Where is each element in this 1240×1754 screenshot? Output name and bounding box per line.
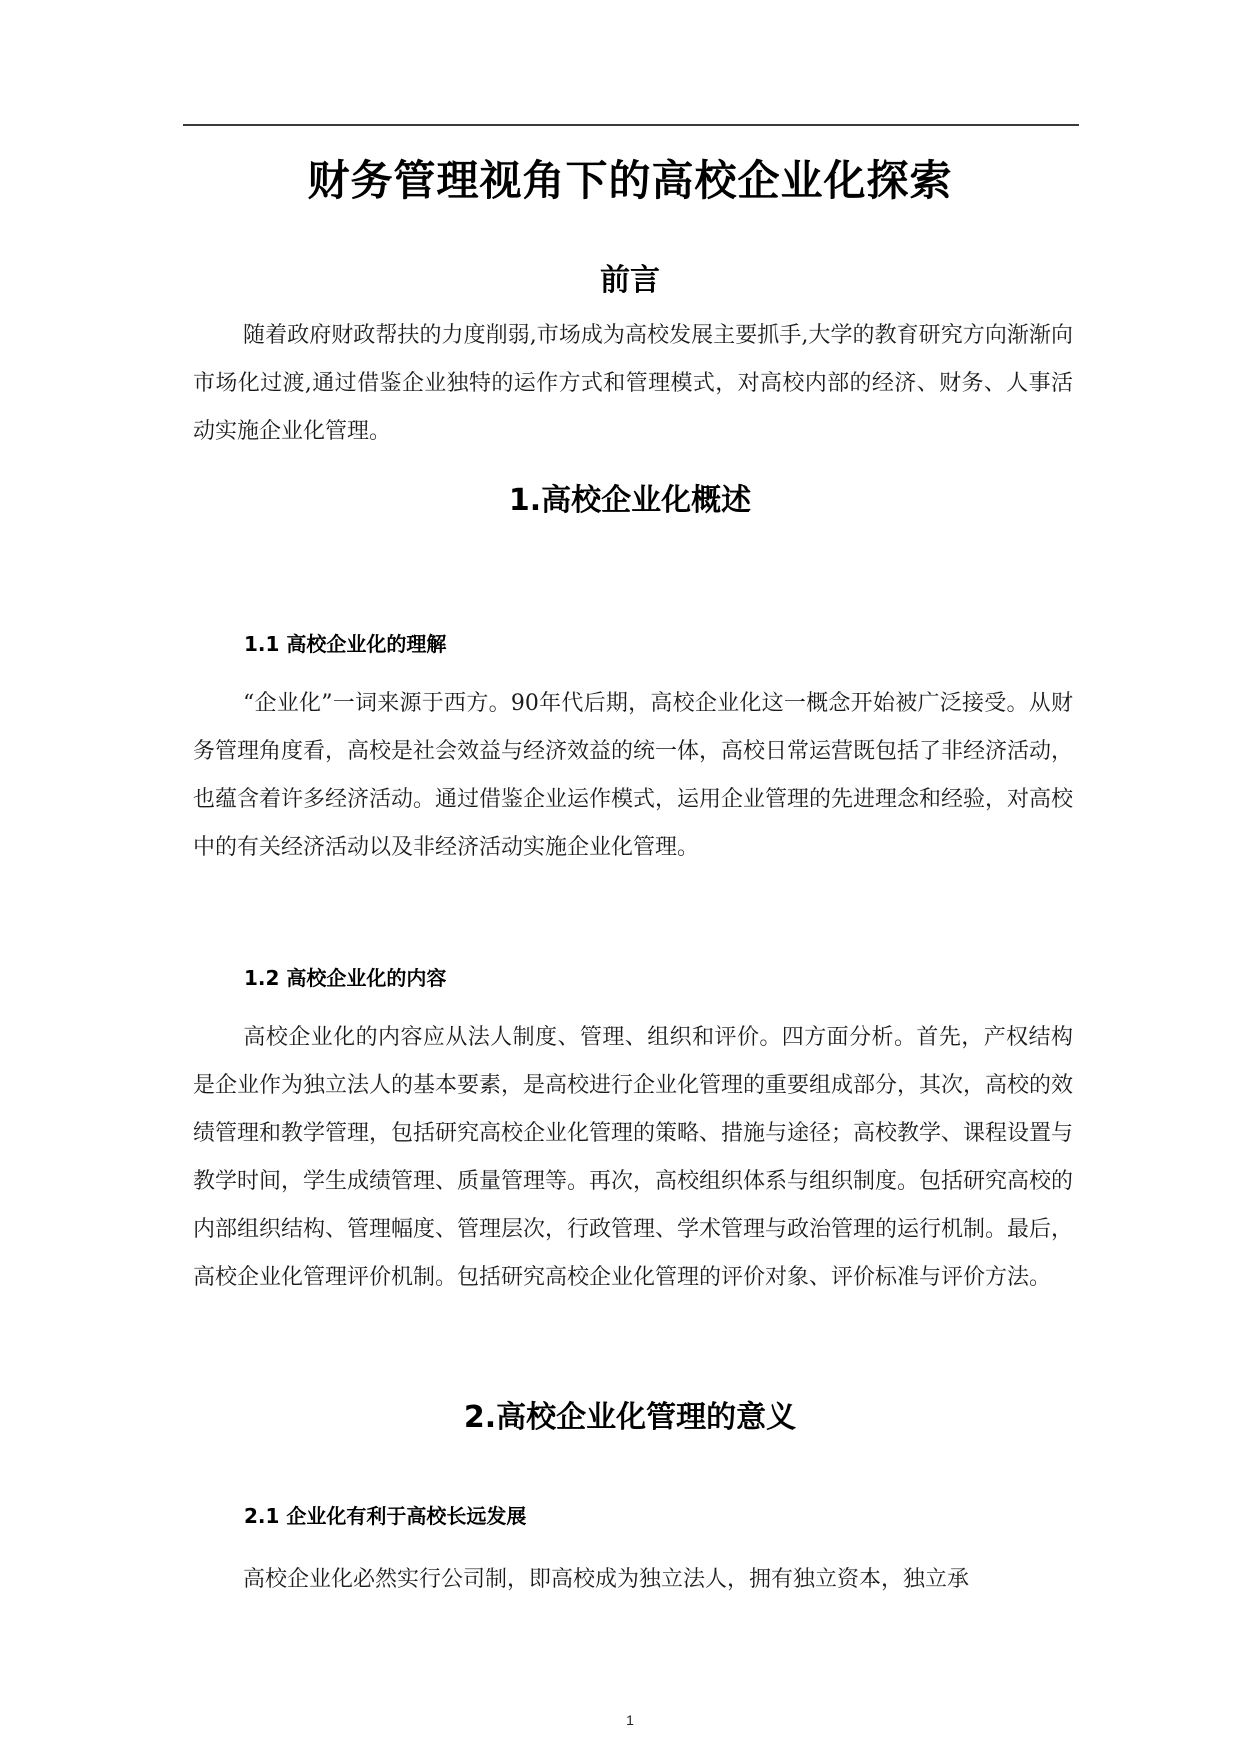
subsection-2-1-text: 高校企业化必然实行公司制，即高校成为独立法人，拥有独立资本，独立承 bbox=[243, 1567, 970, 1592]
subsection-1-1-text: “企业化”一词来源于西方。90年代后期，高校企业化这一概念开始被广泛接受。从财务管理角度看，高校是社会效益与经济效益的统一体，高校日常运营既包括了非经济活动，也蕴含着许多经济活动。通过借鉴企业运作模式，运用企业管理的先进理念和经验，对高校中的有关经济活动以及非经济活动实施企业化管理。 bbox=[193, 691, 1074, 860]
document-title: 财务管理视角下的高校企业化探索 bbox=[307, 156, 953, 205]
section-2-heading: 2.高校企业化管理的意义 bbox=[463, 1400, 797, 1435]
page-number: 1 bbox=[626, 1712, 634, 1728]
subsection-1-2-heading: 1.2 高校企业化的内容 bbox=[244, 966, 447, 990]
subsection-1-1-heading: 1.1 高校企业化的理解 bbox=[244, 632, 447, 656]
subsection-1-2-paragraph bbox=[193, 1014, 1073, 1302]
subsection-2-1-heading: 2.1 企业化有利于高校长远发展 bbox=[244, 1504, 527, 1528]
section-1-heading: 1.高校企业化概述 bbox=[508, 483, 752, 518]
preface-text: 随着政府财政帮扶的力度削弱,市场成为高校发展主要抓手,大学的教育研究方向渐渐向市场化过渡,通过借鉴企业独特的运作方式和管理模式，对高校内部的经济、财务、人事活动实施企业化管理。 bbox=[193, 323, 1073, 444]
subsection-1-1-paragraph bbox=[193, 680, 1073, 872]
preface-paragraph bbox=[193, 312, 1073, 456]
preface-heading: 前言 bbox=[600, 263, 660, 298]
header-rule bbox=[183, 124, 1079, 126]
subsection-2-1-paragraph bbox=[193, 1556, 1073, 1604]
subsection-1-2-text: 高校企业化的内容应从法人制度、管理、组织和评价。四方面分析。首先，产权结构是企业作为独立法人的基本要素，是高校进行企业化管理的重要组成部分，其次，高校的效绩管理和教学管理，包括研究高校企业化管理的策略、措施与途径；高校教学、课程设置与教学时间，学生成绩管理、质量管理等。再次，高校组织体系与组织制度。包括研究高校的内部组织结构、管理幅度、管理层次，行政管理、学术管理与政治管理的运行机制。最后，高校企业化管理评价机制。包括研究高校企业化管理的评价对象、评价标准与评价方法。 bbox=[193, 1025, 1074, 1290]
